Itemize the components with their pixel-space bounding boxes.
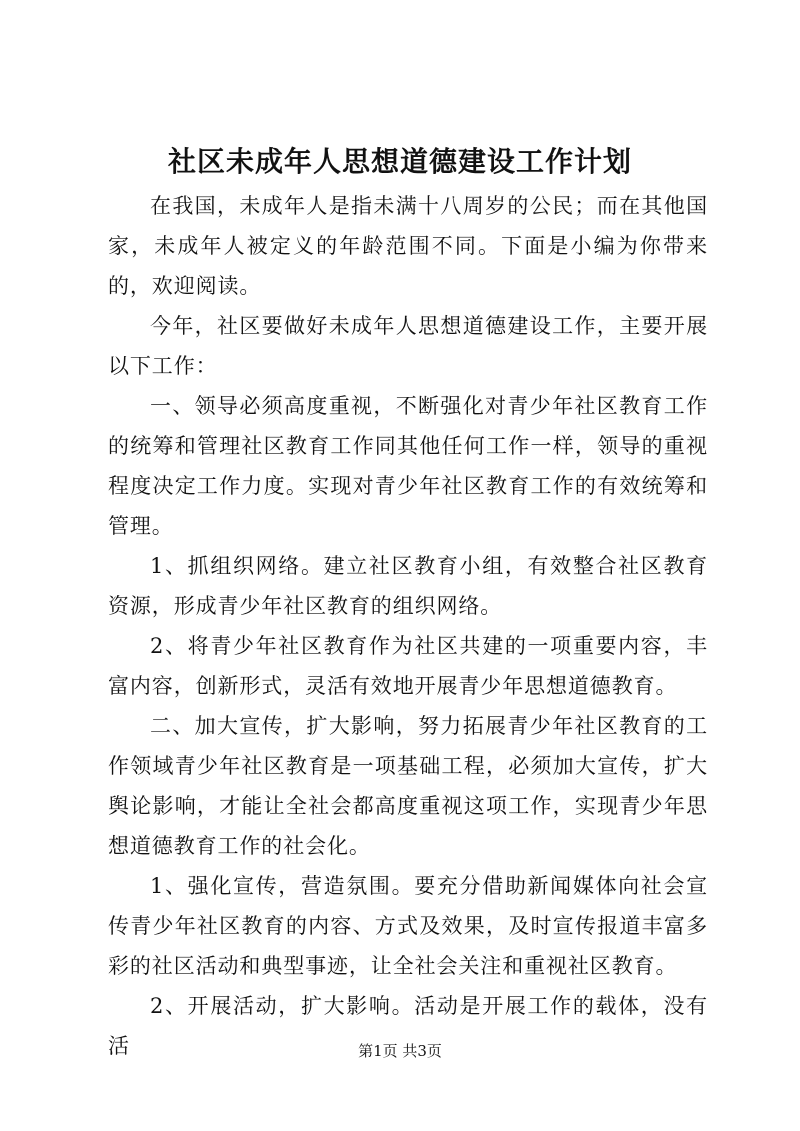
paragraph-section-two-item-2: 2、开展活动，扩大影响。活动是开展工作的载体，没有活 [108, 994, 708, 1058]
document-title: 社区未成年人思想道德建设工作计划 [167, 145, 632, 178]
document-body [108, 186, 708, 1066]
paragraph-section-one-item-1: 1、抓组织网络。建立社区教育小组，有效整合社区教育资源，形成青少年社区教育的组织网络。 [108, 554, 708, 618]
paragraph-section-one-item-2: 2、将青少年社区教育作为社区共建的一项重要内容，丰富内容，创新形式，灵活有效地开展青少年思想道德教育。 [108, 634, 708, 698]
paragraph-section-two: 二、加大宣传，扩大影响，努力拓展青少年社区教育的工作领域青少年社区教育是一项基础工程，必须加大宣传，扩大舆论影响，才能让全社会都高度重视这项工作，实现青少年思想道德教育工作的社会化。 [108, 714, 708, 858]
paragraph-section-two-item-1: 1、强化宣传，营造氛围。要充分借助新闻媒体向社会宣传青少年社区教育的内容、方式及效果，及时宣传报道丰富多彩的社区活动和典型事迹，让全社会关注和重视社区教育。 [108, 874, 708, 978]
paragraph-section-one: 一、领导必须高度重视，不断强化对青少年社区教育工作的统筹和管理社区教育工作同其他任何工作一样，领导的重视程度决定工作力度。实现对青少年社区教育工作的有效统筹和管理。 [108, 394, 708, 538]
paragraph-overview: 今年，社区要做好未成年人思想道德建设工作，主要开展以下工作： [108, 314, 708, 378]
page-number: 第1页 共3页 [358, 1042, 442, 1060]
paragraph-intro: 在我国，未成年人是指未满十八周岁的公民；而在其他国家，未成年人被定义的年龄范围不同。下面是小编为你带来的，欢迎阅读。 [108, 194, 708, 298]
